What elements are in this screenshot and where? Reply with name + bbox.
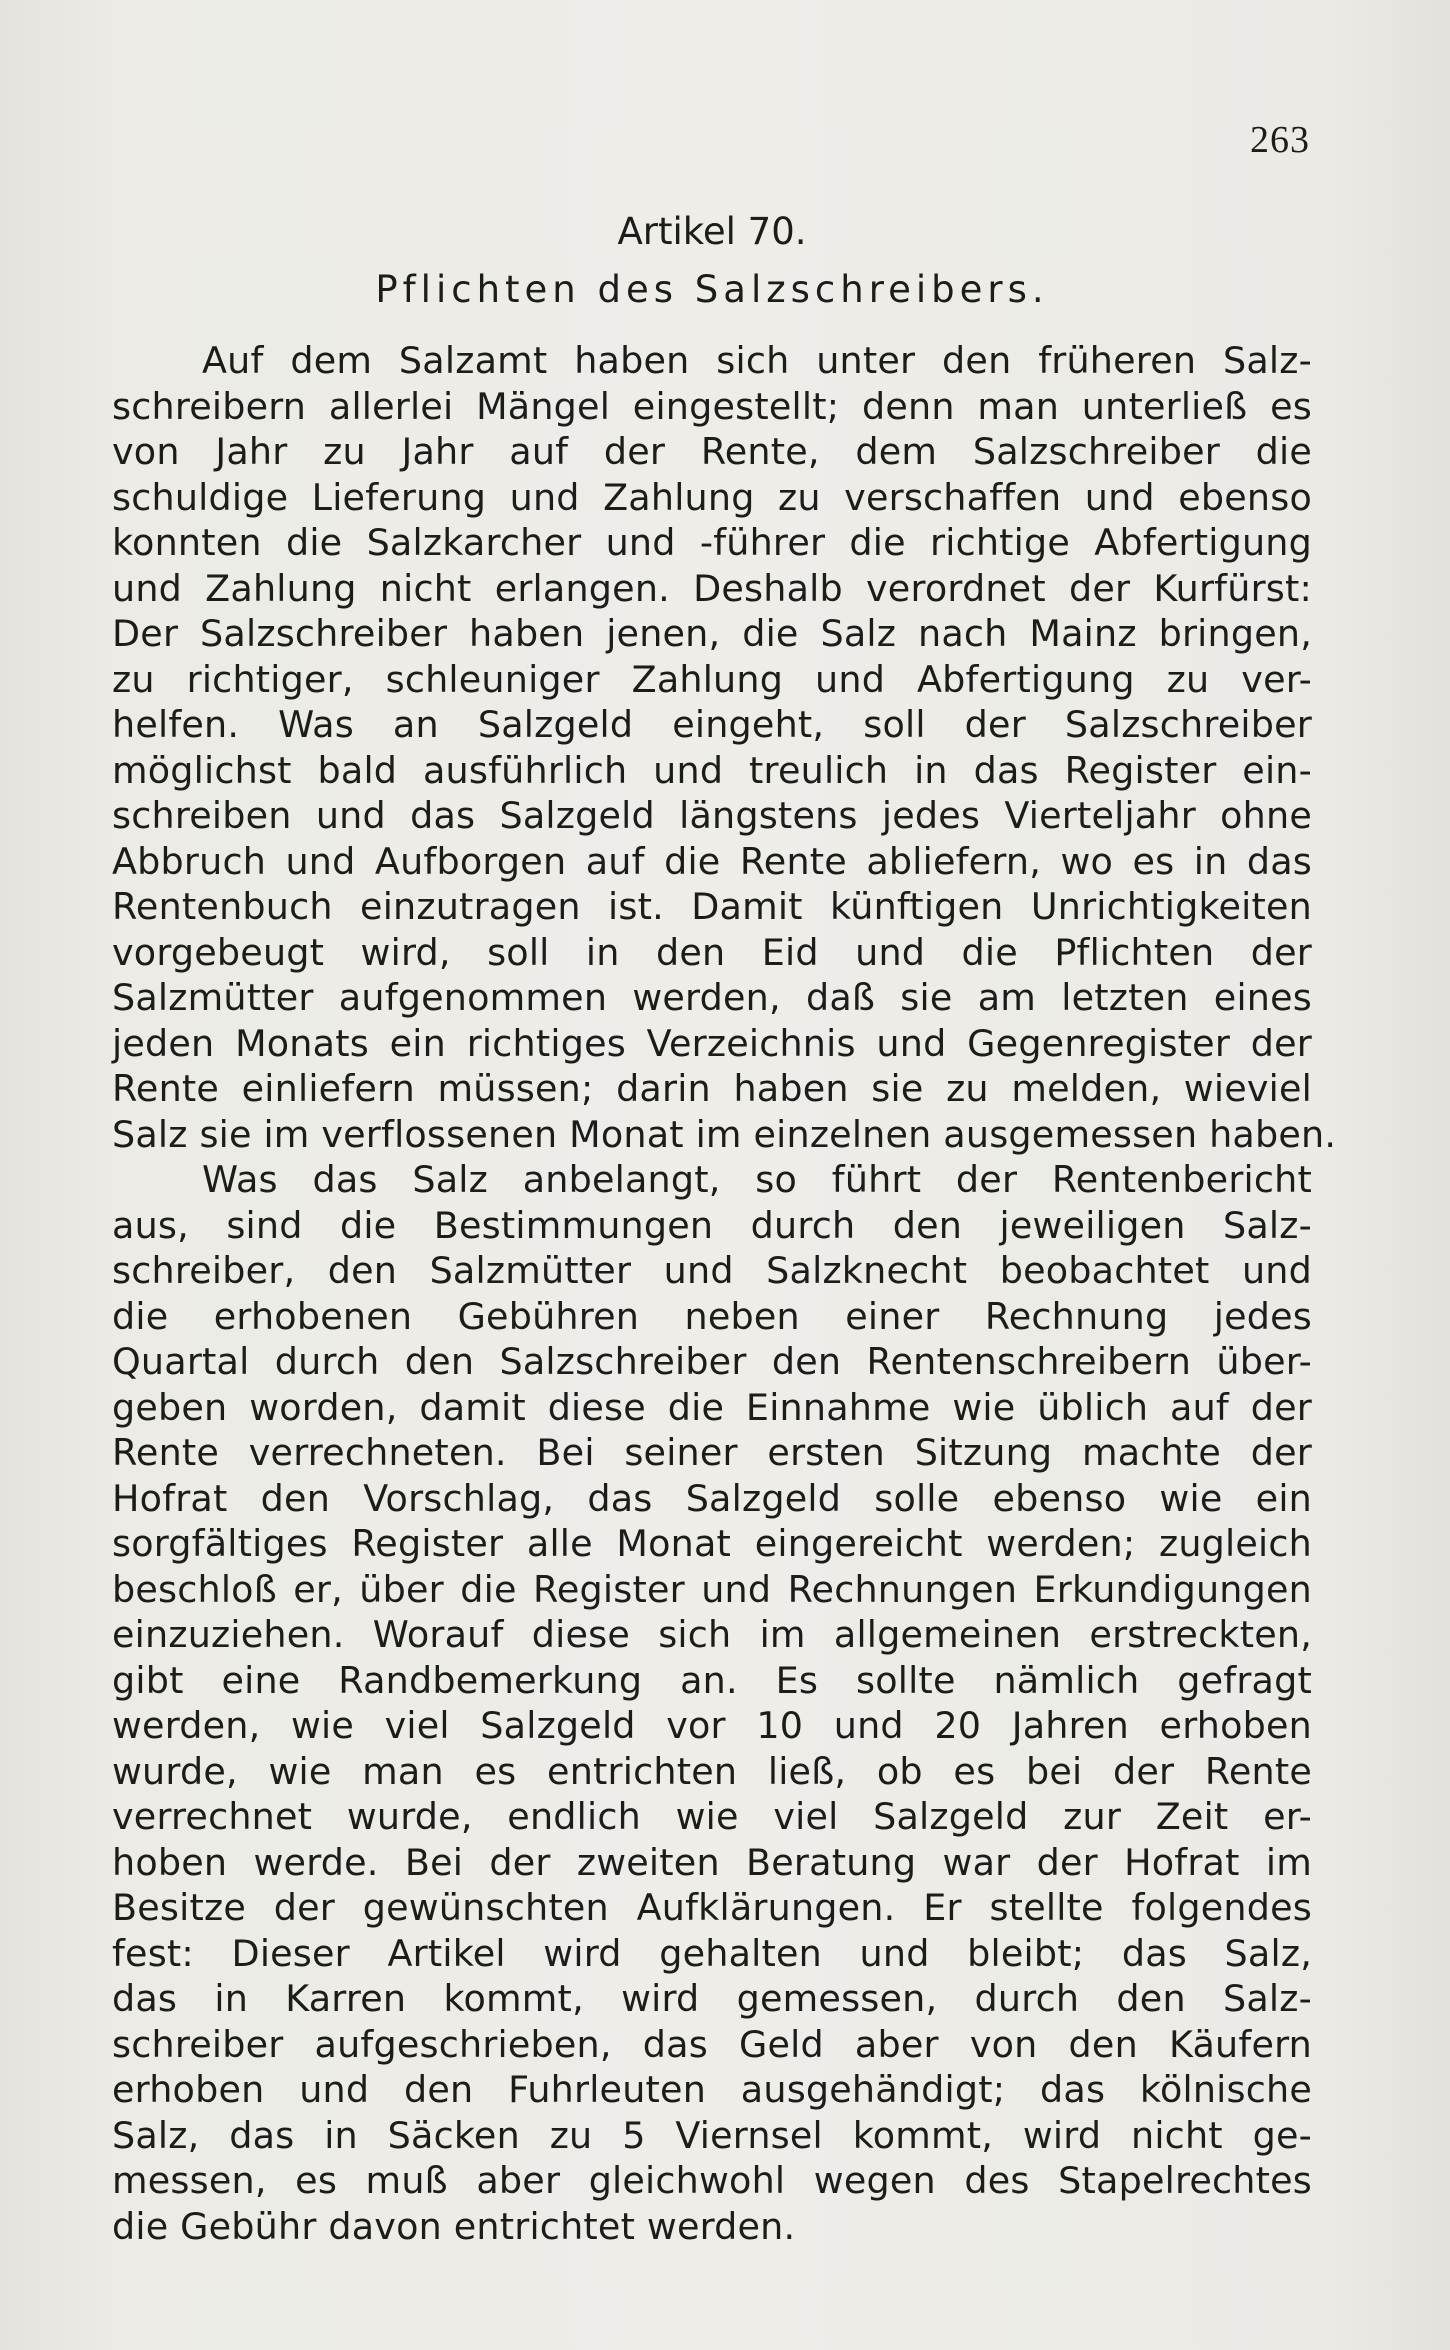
text-line: schreiber aufgeschrieben, das Geld aber von den Käufern (112, 2022, 1312, 2066)
text-line: beschloß er, über die Register und Rechnungen Erkundigungen (112, 1567, 1312, 1611)
text-line: zu richtiger, schleuniger Zahlung und Abfertigung zu ver- (112, 657, 1312, 701)
text-line: messen, es muß aber gleichwohl wegen des Stapelrechtes (112, 2159, 1312, 2202)
text-line: hoben werde. Bei der zweiten Beratung war der Hofrat im (112, 1840, 1312, 1884)
page-number: 263 (1250, 119, 1310, 161)
text-line: schreibern allerlei Mängel eingestellt; denn man unterließ es (112, 384, 1312, 428)
text-line: verrechnet wurde, endlich wie viel Salzgeld zur Zeit er- (112, 1795, 1312, 1838)
text-line: Der Salzschreiber haben jenen, die Salz nach Mainz bringen, (112, 612, 1312, 655)
text-line: Auf dem Salzamt haben sich unter den früheren Salz- (202, 339, 1312, 382)
text-line: möglichst bald ausführlich und treulich in das Register ein- (112, 748, 1312, 792)
text-line: konnten die Salzkarcher und -führer die richtige Abfertigung (112, 521, 1312, 564)
text-line: Salzmütter aufgenommen werden, daß sie am letzten eines (112, 976, 1312, 1019)
text-line: Abbruch und Aufborgen auf die Rente abliefern, wo es in das (112, 839, 1312, 883)
text-line: geben worden, damit diese die Einnahme wie üblich auf der (112, 1385, 1312, 1429)
text-line: Quartal durch den Salzschreiber den Rentenschreibern über- (112, 1340, 1312, 1383)
text-line: Salz sie im verflossenen Monat im einzelnen ausgemessen haben. (112, 1112, 1337, 1156)
text-line: erhoben und den Fuhrleuten ausgehändigt; das kölnische (112, 2068, 1312, 2111)
text-line: jeden Monats ein richtiges Verzeichnis und Gegenregister der (112, 1021, 1312, 1065)
text-line: helfen. Was an Salzgeld eingeht, soll der Salzschreiber (112, 703, 1312, 746)
text-line: das in Karren kommt, wird gemessen, durch den Salz- (112, 1977, 1312, 2020)
text-line: schuldige Lieferung und Zahlung zu verschaffen und ebenso (112, 475, 1312, 519)
text-line: die erhobenen Gebühren neben einer Rechnung jedes (112, 1294, 1312, 1338)
text-line: wurde, wie man es entrichten ließ, ob es bei der Rente (112, 1749, 1312, 1793)
text-line: Salz, das in Säcken zu 5 Viernsel kommt, wird nicht ge- (112, 2113, 1312, 2157)
text-line: vorgebeugt wird, soll in den Eid und die Pflichten der (112, 930, 1312, 974)
text-line: gibt eine Randbemerkung an. Es sollte nämlich gefragt (112, 1658, 1312, 1702)
text-line: schreiber, den Salzmütter und Salzknecht beobachtet und (112, 1249, 1312, 1292)
text-line: aus, sind die Bestimmungen durch den jeweiligen Salz- (112, 1203, 1312, 1247)
text-line: sorgfältiges Register alle Monat eingereicht werden; zugleich (112, 1522, 1312, 1565)
text-line: Hofrat den Vorschlag, das Salzgeld solle ebenso wie ein (112, 1476, 1312, 1520)
body-text (112, 338, 1337, 2249)
text-line: einzuziehen. Worauf diese sich im allgemeinen erstreckten, (112, 1613, 1312, 1656)
text-line: Besitze der gewünschten Aufklärungen. Er stellte folgendes (112, 1886, 1312, 1929)
text-line: Rentenbuch einzutragen ist. Damit künftigen Unrichtigkeiten (112, 885, 1312, 928)
text-line: und Zahlung nicht erlangen. Deshalb verordnet der Kurfürst: (112, 566, 1312, 610)
article-title: Pflichten des Salzschreibers. (375, 268, 1049, 311)
text-line: die Gebühr davon entrichtet werden. (112, 2204, 796, 2248)
text-line: werden, wie viel Salzgeld vor 10 und 20 Jahren erhoben (112, 1704, 1312, 1747)
text-line: fest: Dieser Artikel wird gehalten und bleibt; das Salz, (112, 1931, 1312, 1975)
text-line: schreiben und das Salzgeld längstens jedes Vierteljahr ohne (112, 794, 1312, 837)
text-line: von Jahr zu Jahr auf der Rente, dem Salzschreiber die (112, 430, 1312, 473)
text-line: Rente verrechneten. Bei seiner ersten Sitzung machte der (112, 1431, 1312, 1474)
article-number: Artikel 70. (617, 210, 807, 253)
text-line: Was das Salz anbelangt, so führt der Rentenbericht (202, 1158, 1312, 1201)
text-line: Rente einliefern müssen; darin haben sie zu melden, wieviel (112, 1067, 1312, 1110)
